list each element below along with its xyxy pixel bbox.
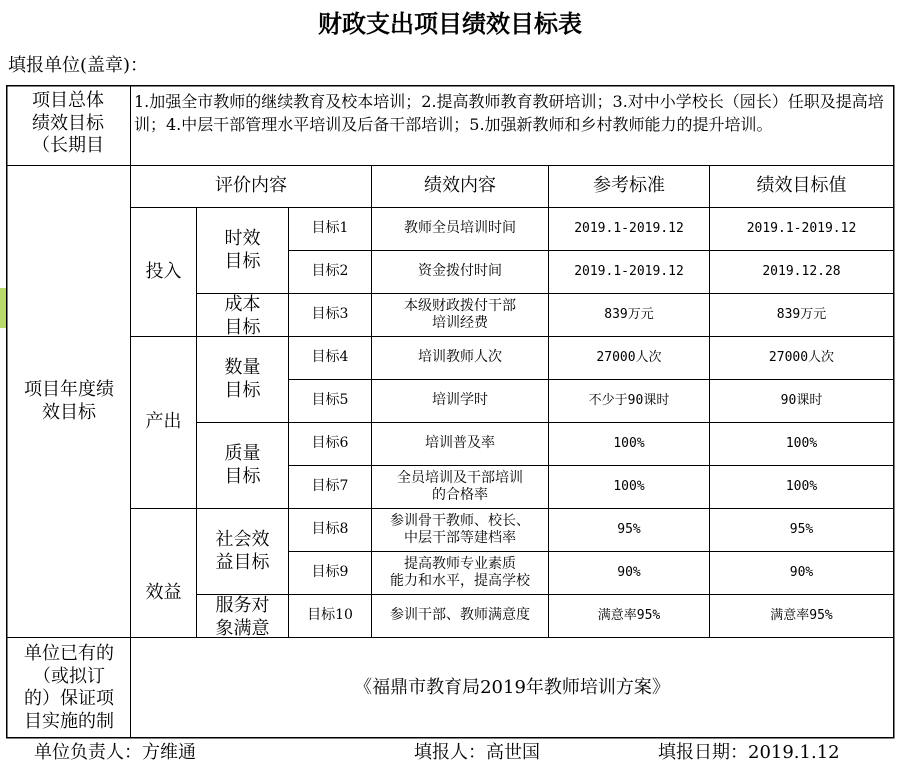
goal-content-8: 参训骨干教师、校长、 中层干部等建档率 (390, 512, 530, 546)
goal-standard-1: 2019.1-2019.12 (574, 220, 684, 236)
guarantee-text: 《福鼎市教育局2019年教师培训方案》 (354, 676, 670, 698)
subgroup-social: 社会效 益目标 (215, 529, 270, 573)
goal-standard-4: 27000人次 (596, 349, 662, 365)
page-title: 财政支出项目绩效目标表 (318, 9, 582, 38)
goal-target-8: 95% (789, 521, 814, 537)
goal-content-4: 培训教师人次 (418, 349, 502, 366)
goal-standard-7: 100% (613, 478, 645, 494)
overall-goal-label: 项目总体 绩效目标 （长期目 (32, 90, 104, 156)
goal-standard-6: 100% (613, 435, 645, 451)
goal-content-6: 培训普及率 (425, 435, 495, 452)
goal-standard-5: 不少于90课时 (588, 392, 670, 408)
header-reference-standard: 参考标准 (593, 175, 665, 197)
goal-target-1: 2019.1-2019.12 (746, 220, 857, 236)
goal-standard-8: 95% (617, 521, 641, 537)
subgroup-cost: 成本 目标 (224, 294, 261, 336)
overall-goal-text: 1.加强全市教师的继续教育及校本培训；2.提高教师教育教研培训；3.对中小学校长（园长）任职及提高培训；4.中层干部管理水平培训及后备干部培训；5.加强新教师和乡村教师能力的提升培训。 (134, 92, 884, 135)
goal-content-9: 提高教师专业素质 能力和水平，提高学校 (390, 555, 530, 589)
goal-target-10: 满意率95% (770, 607, 833, 623)
subgroup-service: 服务对 象满意 (215, 595, 270, 637)
goal-id-2: 目标2 (311, 263, 349, 280)
goal-target-9: 90% (789, 564, 814, 580)
goal-standard-2: 2019.1-2019.12 (574, 263, 684, 279)
goal-content-10: 参训干部、教师满意度 (390, 607, 530, 624)
goal-standard-9: 90% (617, 564, 641, 580)
footer-date: 填报日期：2019.1.12 (658, 742, 840, 764)
goal-target-7: 100% (785, 478, 818, 494)
group-output: 产出 (145, 411, 182, 433)
reporting-unit-label: 填报单位(盖章)： (8, 54, 149, 76)
annual-goal-label: 项目年度绩 效目标 (24, 379, 114, 423)
subgroup-quantity: 数量 目标 (224, 357, 261, 401)
group-input: 投入 (145, 260, 182, 282)
footer-filler: 填报人：高世国 (414, 742, 540, 764)
goal-id-1: 目标1 (311, 220, 349, 237)
goal-id-4: 目标4 (311, 349, 349, 366)
subgroup-time: 时效 目标 (224, 228, 261, 272)
header-performance-content: 绩效内容 (424, 175, 496, 197)
goal-id-5: 目标5 (311, 392, 349, 409)
goal-content-2: 资金拨付时间 (418, 263, 502, 280)
goal-content-5: 培训学时 (432, 392, 488, 409)
subgroup-quality: 质量 目标 (224, 443, 261, 487)
goal-target-3: 839万元 (776, 306, 827, 322)
goal-target-2: 2019.12.28 (762, 263, 841, 279)
goal-content-1: 教师全员培训时间 (404, 220, 516, 237)
goal-content-3: 本级财政拨付干部 培训经费 (404, 297, 516, 331)
goal-id-7: 目标7 (311, 478, 349, 495)
header-eval-content: 评价内容 (215, 175, 287, 197)
goal-content-7: 全员培训及干部培训 的合格率 (397, 469, 523, 503)
goal-id-6: 目标6 (311, 435, 349, 452)
goal-id-8: 目标8 (311, 521, 349, 538)
goal-id-3: 目标3 (311, 306, 349, 323)
goal-standard-3: 839万元 (604, 306, 654, 322)
goal-standard-10: 满意率95% (597, 607, 661, 623)
goal-target-5: 90课时 (780, 392, 823, 408)
group-benefit: 效益 (145, 581, 182, 603)
goal-target-6: 100% (785, 435, 818, 451)
goal-id-9: 目标9 (311, 564, 349, 581)
guarantee-label: 单位已有的 （或拟订 的）保证项 目实施的制 (24, 643, 114, 732)
goal-target-4: 27000人次 (768, 349, 835, 365)
header-target-value: 绩效目标值 (756, 175, 847, 197)
goal-id-10: 目标10 (307, 607, 353, 624)
footer-responsible: 单位负责人：方维通 (34, 742, 196, 764)
